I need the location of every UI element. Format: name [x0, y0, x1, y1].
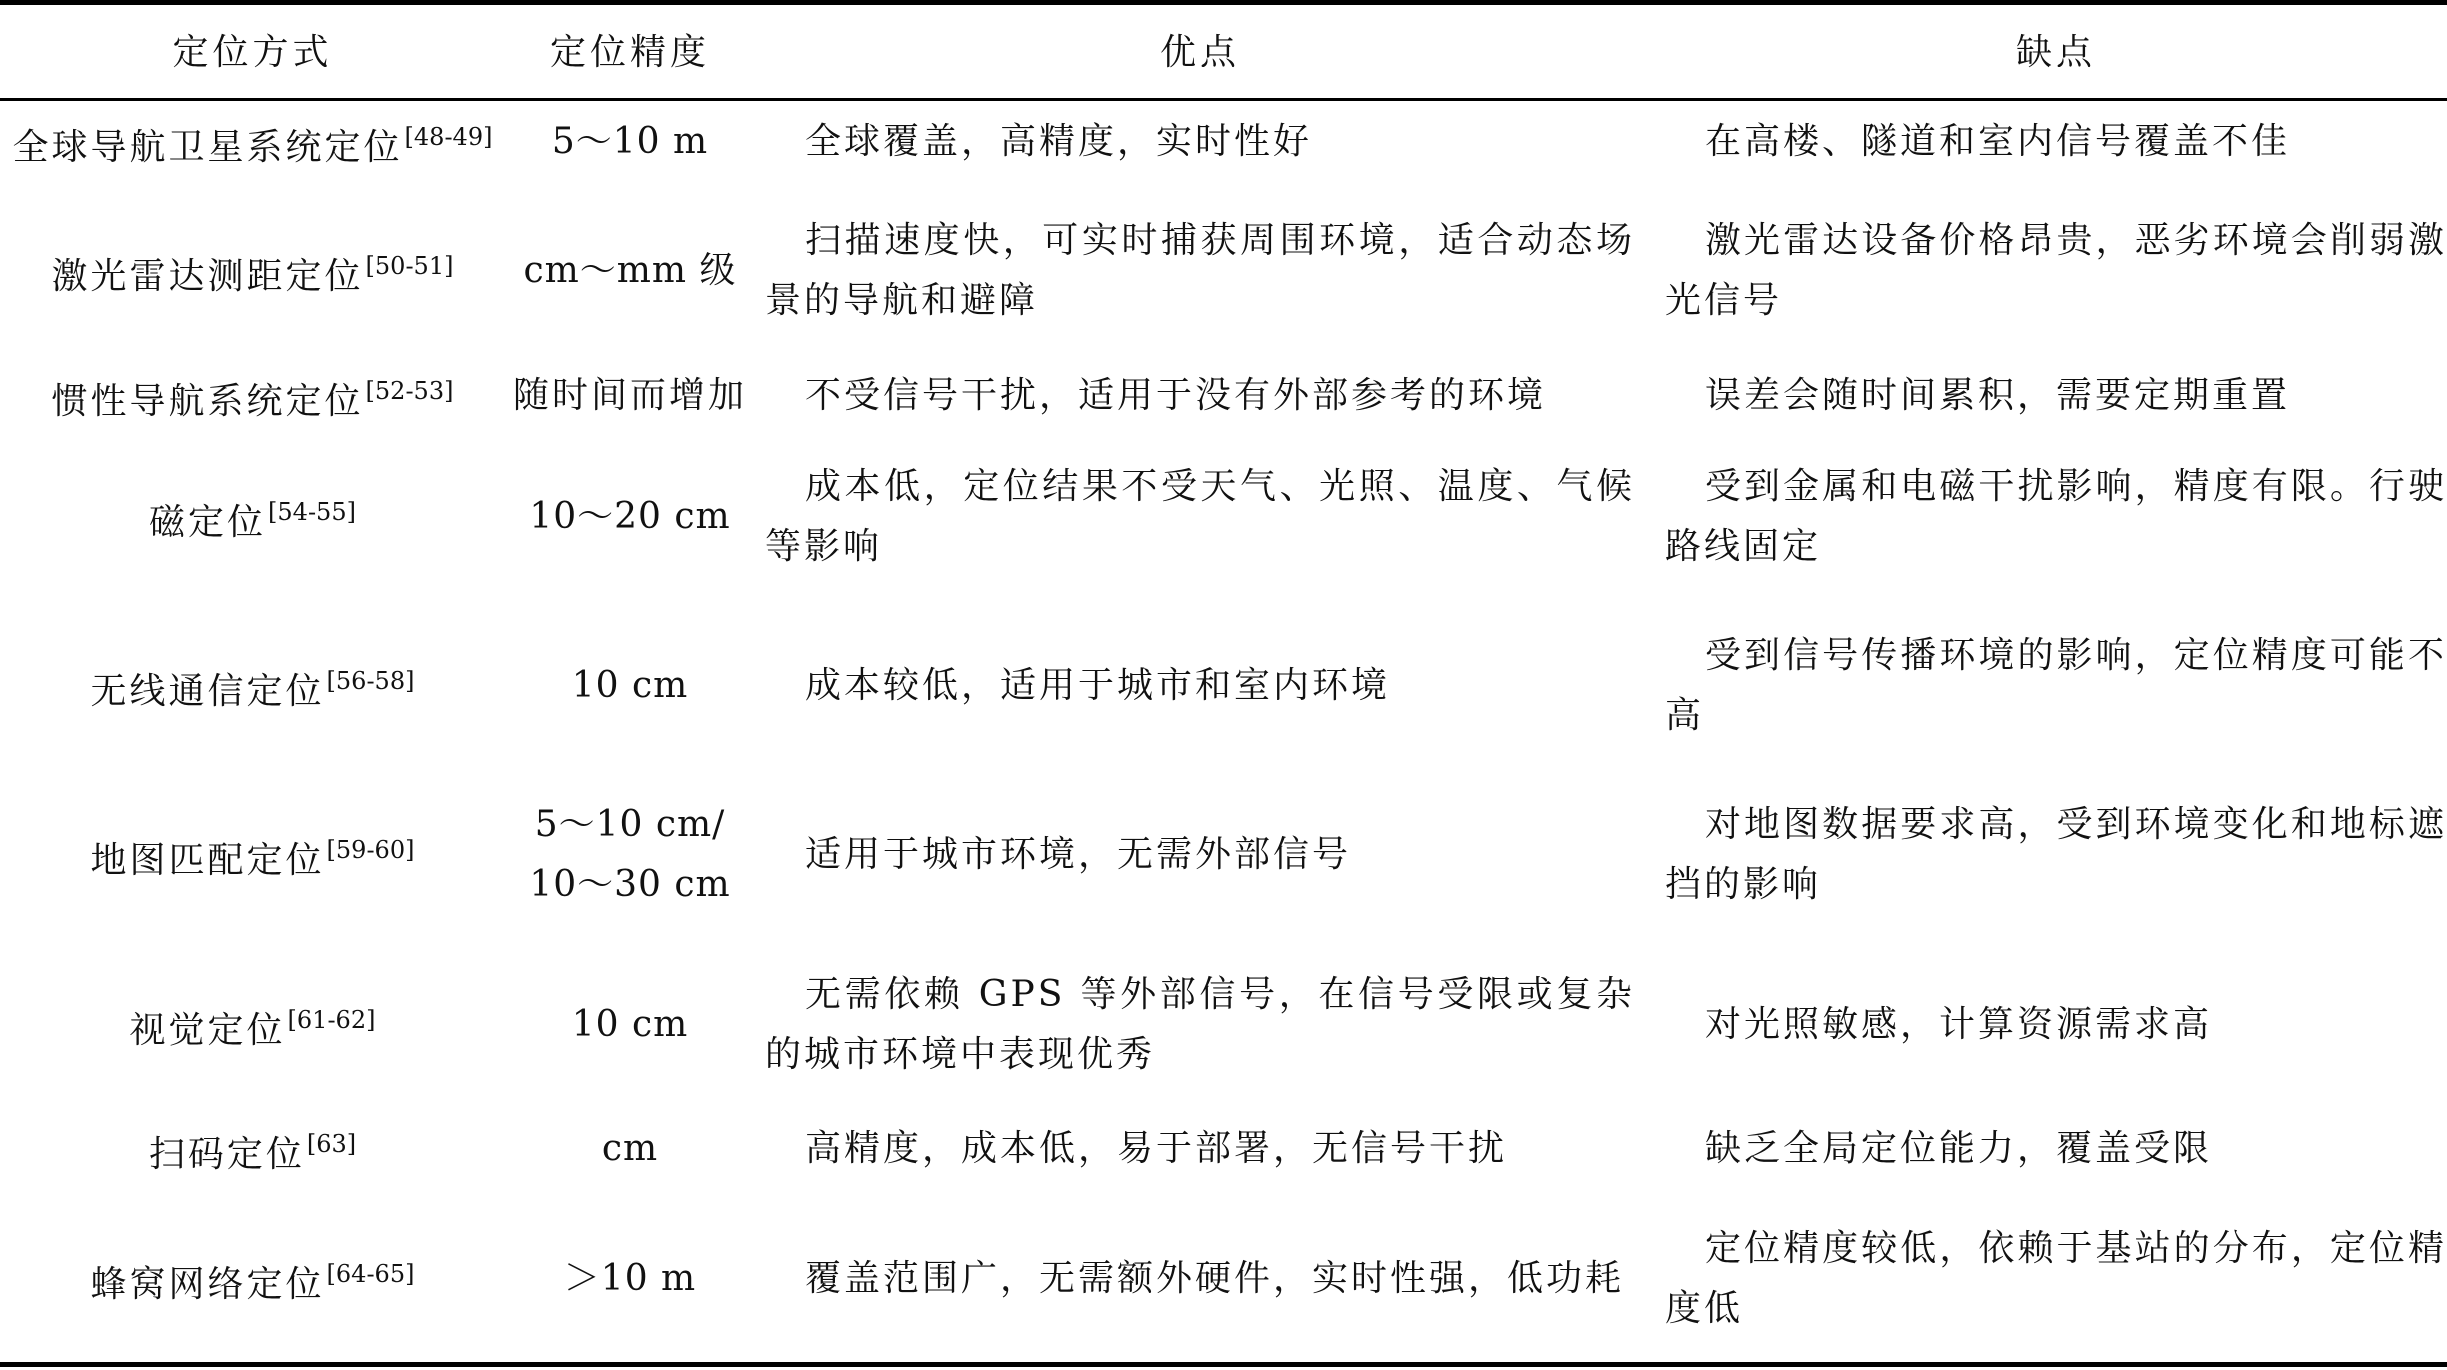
citation: [50-51]	[365, 251, 454, 280]
precision-cell: 5～10 m	[551, 121, 709, 162]
method-cell	[0, 624, 505, 748]
cons-cell	[1665, 624, 2447, 748]
citation: [61-62]	[287, 1005, 376, 1034]
header-pros: 优点	[1159, 31, 1240, 73]
cons-cell	[1665, 963, 2447, 1087]
precision-cell	[505, 793, 755, 917]
cons-text: 缺乏全局定位能力，覆盖受限	[1705, 1128, 2213, 1169]
table-row	[0, 101, 2447, 183]
pros-cell	[765, 1215, 1635, 1343]
cons-cell	[1665, 207, 2447, 335]
method-cell	[0, 1215, 505, 1343]
precision-cell: 10～20 cm	[529, 496, 731, 537]
cons-text: 定位精度较低，依赖于基站的分布，定位精度低	[1665, 1228, 2447, 1329]
pros-cell	[765, 963, 1635, 1087]
table-row	[0, 355, 2447, 437]
cons-cell	[1665, 1215, 2447, 1343]
pros-cell	[765, 452, 1635, 582]
pros-text: 成本低，定位结果不受天气、光照、温度、气候等影响	[765, 466, 1635, 567]
pros-text: 全球覆盖，高精度，实时性好	[805, 121, 1313, 162]
table-row	[0, 624, 2447, 748]
citation: [54-55]	[268, 497, 356, 526]
header-cons: 缺点	[2015, 31, 2096, 73]
precision-line: 10～30 cm	[529, 864, 731, 905]
method-name: 惯性导航系统定位	[51, 380, 364, 422]
method-name: 蜂窝网络定位	[90, 1263, 325, 1305]
citation: [63]	[306, 1129, 357, 1158]
pros-cell	[765, 355, 1635, 437]
pros-text: 成本较低，适用于城市和室内环境	[805, 665, 1391, 706]
table-row	[0, 207, 2447, 335]
pros-text: 适用于城市环境，无需外部信号	[805, 834, 1352, 875]
citation: [48-49]	[404, 122, 493, 151]
precision-line: 5～10 cm/	[534, 804, 726, 845]
method-name: 扫码定位	[148, 1133, 305, 1175]
pros-text: 高精度，成本低，易于部署，无信号干扰	[805, 1128, 1508, 1169]
cons-cell	[1665, 1108, 2447, 1190]
table-row	[0, 1108, 2447, 1190]
method-cell	[0, 207, 505, 335]
method-cell	[0, 793, 505, 917]
precision-cell: ＞10 m	[563, 1258, 697, 1299]
pros-text: 扫描速度快，可实时捕获周围环境，适合动态场景的导航和避障	[765, 220, 1635, 321]
cons-cell	[1665, 452, 2447, 582]
table-row	[0, 963, 2447, 1087]
method-name: 视觉定位	[129, 1009, 286, 1051]
table-row	[0, 1215, 2447, 1343]
cons-cell	[1665, 793, 2447, 917]
precision-cell: cm～mm 级	[523, 250, 737, 291]
cons-text: 对光照敏感，计算资源需求高	[1705, 1004, 2213, 1045]
pros-cell	[765, 1108, 1635, 1190]
method-name: 地图匹配定位	[90, 839, 325, 881]
method-name: 全球导航卫星系统定位	[12, 126, 403, 168]
pros-text: 不受信号干扰，适用于没有外部参考的环境	[805, 375, 1547, 416]
method-cell	[0, 355, 505, 437]
cons-text: 激光雷达设备价格昂贵，恶劣环境会削弱激光信号	[1665, 220, 2447, 321]
precision-cell: 随时间而增加	[512, 375, 747, 416]
header-precision: 定位精度	[549, 31, 710, 73]
cons-text: 受到信号传播环境的影响，定位精度可能不高	[1665, 635, 2447, 736]
precision-cell: 10 cm	[571, 1004, 689, 1045]
pros-text: 覆盖范围广，无需额外硬件，实时性强，低功耗	[805, 1258, 1625, 1299]
method-name: 无线通信定位	[90, 670, 325, 712]
cons-cell	[1665, 101, 2447, 183]
citation: [56-58]	[326, 666, 415, 695]
precision-cell: cm	[601, 1128, 659, 1169]
pros-cell	[765, 624, 1635, 748]
method-name: 磁定位	[149, 501, 267, 543]
cons-cell	[1665, 355, 2447, 437]
table-row	[0, 452, 2447, 582]
citation: [52-53]	[365, 376, 454, 405]
cons-text: 受到金属和电磁干扰影响，精度有限。行驶路线固定	[1665, 466, 2447, 567]
method-cell	[0, 101, 505, 183]
method-cell	[0, 452, 505, 582]
pros-cell	[765, 101, 1635, 183]
header-method: 定位方式	[172, 31, 333, 73]
method-cell	[0, 1108, 505, 1190]
pros-text: 无需依赖 GPS 等外部信号，在信号受限或复杂的城市环境中表现优秀	[765, 974, 1635, 1075]
cons-text: 在高楼、隧道和室内信号覆盖不佳	[1705, 121, 2291, 162]
bottom-rule	[0, 1362, 2447, 1367]
method-cell	[0, 963, 505, 1087]
pros-cell	[765, 793, 1635, 917]
cons-text: 误差会随时间累积，需要定期重置	[1705, 375, 2291, 416]
citation: [64-65]	[326, 1259, 415, 1288]
pros-cell	[765, 207, 1635, 335]
method-name: 激光雷达测距定位	[51, 255, 364, 297]
table-row	[0, 793, 2447, 917]
precision-cell: 10 cm	[571, 665, 689, 706]
cons-text: 对地图数据要求高，受到环境变化和地标遮挡的影响	[1665, 804, 2447, 905]
citation: [59-60]	[326, 835, 415, 864]
